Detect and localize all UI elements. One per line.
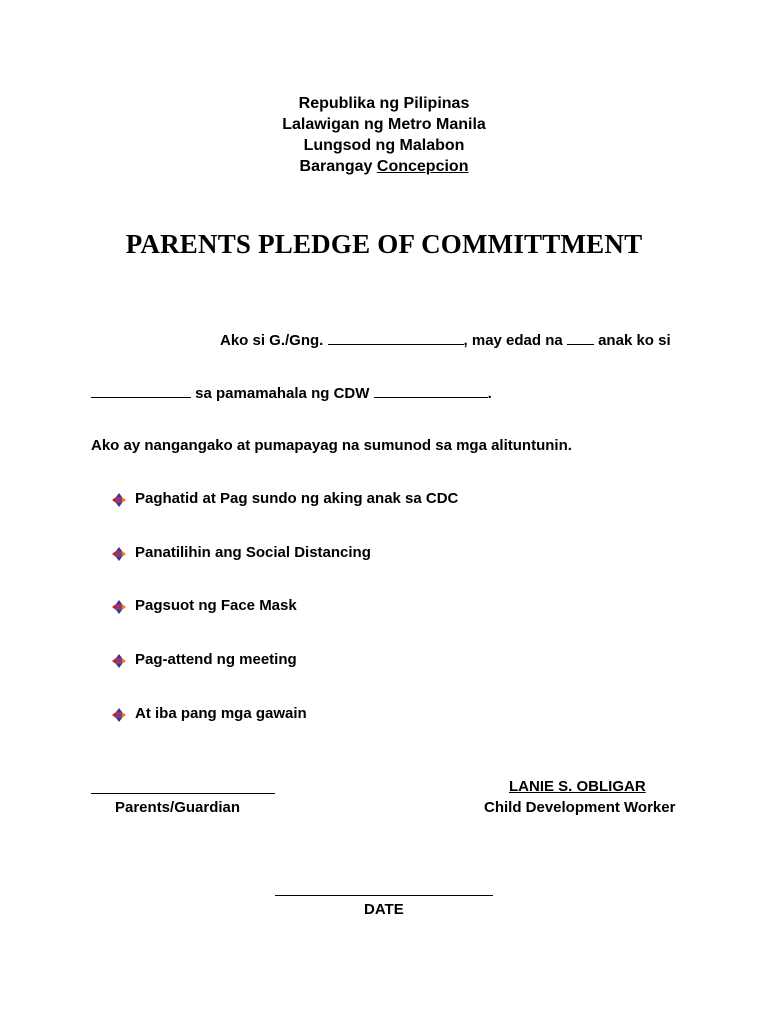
document-title: PARENTS PLEDGE OF COMMITTMENT: [125, 229, 643, 259]
parent-signature-label: Parents/Guardian: [115, 799, 241, 816]
statement-part-3: anak ko si: [598, 332, 671, 349]
header-city: Lungsod ng Malabon: [303, 137, 465, 154]
four-arrow-bullet-icon: [112, 600, 126, 614]
date-label: DATE: [364, 901, 404, 918]
statement-line-1: [220, 330, 671, 349]
list-item: Paghatid at Pag sundo ng aking anak sa CDC: [135, 490, 459, 507]
four-arrow-bullet-icon: [112, 708, 126, 722]
worker-name: LANIE S. OBLIGAR: [509, 778, 646, 795]
four-arrow-bullet-icon: [112, 654, 126, 668]
statement-part-1: Ako si G./Gng.: [220, 332, 324, 349]
document-header: [0, 93, 768, 177]
date-line[interactable]: [275, 895, 493, 896]
worker-title: Child Development Worker: [484, 799, 676, 816]
statement-line-2: [91, 383, 492, 402]
statement-part-5: .: [487, 385, 492, 402]
four-arrow-bullet-icon: [112, 493, 126, 507]
four-arrow-bullet-icon: [112, 547, 126, 561]
age-blank[interactable]: [567, 330, 594, 345]
header-barangay-prefix: Barangay: [299, 158, 377, 175]
cdw-name-blank[interactable]: [374, 383, 488, 398]
header-barangay-name: Concepcion: [376, 158, 469, 175]
list-item: Pag-attend ng meeting: [135, 651, 297, 668]
statement-part-2: , may edad na: [463, 332, 563, 349]
parent-signature-line[interactable]: [91, 793, 275, 794]
child-name-blank[interactable]: [91, 383, 191, 398]
statement-part-4: sa pamamahala ng CDW: [195, 385, 370, 402]
header-barangay: [0, 156, 768, 177]
list-item: Panatilihin ang Social Distancing: [135, 544, 371, 561]
parent-name-blank[interactable]: [328, 330, 464, 345]
header-province: Lalawigan ng Metro Manila: [282, 116, 486, 133]
pledge-intro: Ako ay nangangako at pumapayag na sumunod sa mga alituntunin.: [91, 437, 572, 454]
list-item: Pagsuot ng Face Mask: [135, 597, 297, 614]
header-country: Republika ng Pilipinas: [298, 95, 470, 112]
list-item: At iba pang mga gawain: [135, 705, 307, 722]
